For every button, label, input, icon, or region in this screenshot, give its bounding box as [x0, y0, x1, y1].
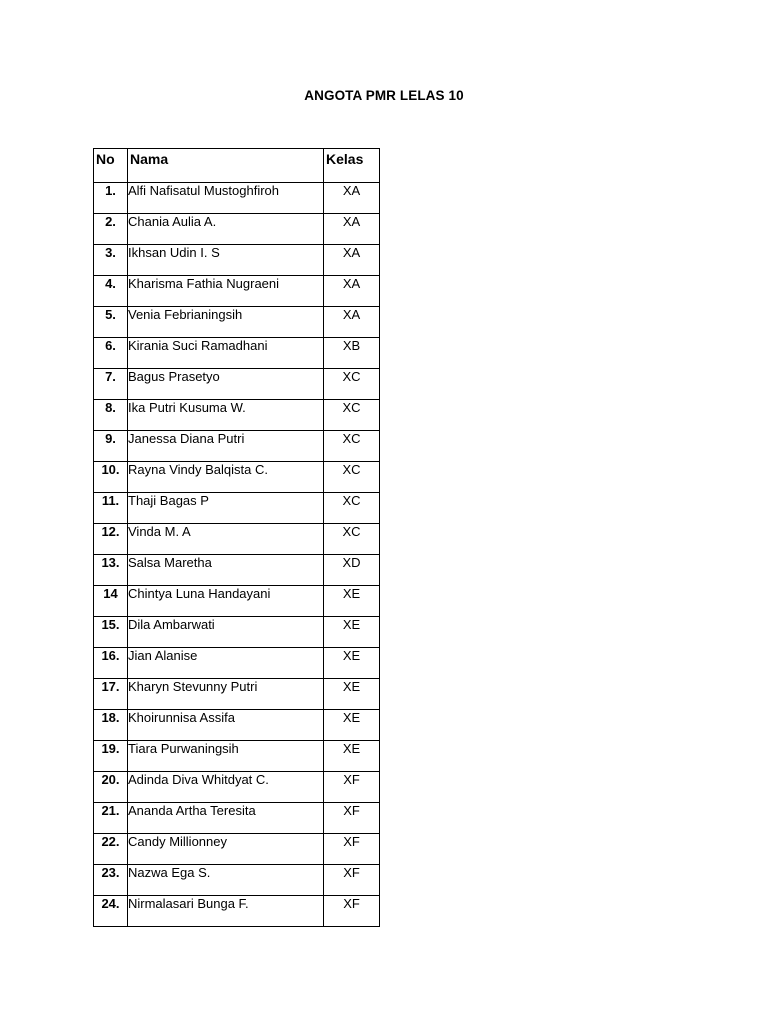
row-number: 21.	[94, 803, 128, 834]
header-kelas: Kelas	[324, 149, 380, 183]
table-row	[94, 617, 380, 648]
table-row	[94, 245, 380, 276]
row-number: 8.	[94, 400, 128, 431]
row-number: 13.	[94, 555, 128, 586]
row-number: 7.	[94, 369, 128, 400]
table-row	[94, 648, 380, 679]
row-class: XF	[324, 772, 380, 803]
row-number: 1.	[94, 183, 128, 214]
row-class: XB	[324, 338, 380, 369]
row-class: XA	[324, 245, 380, 276]
row-class: XE	[324, 679, 380, 710]
row-number: 16.	[94, 648, 128, 679]
row-number: 11.	[94, 493, 128, 524]
row-name: Nazwa Ega S.	[128, 865, 324, 896]
row-number: 24.	[94, 896, 128, 927]
row-number: 17.	[94, 679, 128, 710]
row-class: XF	[324, 896, 380, 927]
table-row	[94, 214, 380, 245]
row-number: 18.	[94, 710, 128, 741]
row-class: XE	[324, 741, 380, 772]
row-class: XE	[324, 710, 380, 741]
row-name: Adinda Diva Whitdyat C.	[128, 772, 324, 803]
row-class: XC	[324, 493, 380, 524]
table-row	[94, 834, 380, 865]
row-number: 20.	[94, 772, 128, 803]
row-class: XC	[324, 369, 380, 400]
row-class: XE	[324, 617, 380, 648]
row-class: XC	[324, 431, 380, 462]
row-name: Kharyn Stevunny Putri	[128, 679, 324, 710]
row-number: 10.	[94, 462, 128, 493]
row-number: 9.	[94, 431, 128, 462]
row-class: XF	[324, 834, 380, 865]
row-name: Dila Ambarwati	[128, 617, 324, 648]
row-class: XE	[324, 648, 380, 679]
row-number: 19.	[94, 741, 128, 772]
row-name: Jian Alanise	[128, 648, 324, 679]
row-name: Thaji Bagas P	[128, 493, 324, 524]
row-number: 5.	[94, 307, 128, 338]
table-row	[94, 462, 380, 493]
table-row	[94, 524, 380, 555]
members-table	[93, 148, 380, 927]
row-class: XA	[324, 214, 380, 245]
table-row	[94, 710, 380, 741]
table-row	[94, 555, 380, 586]
row-name: Kirania Suci Ramadhani	[128, 338, 324, 369]
table-row	[94, 307, 380, 338]
row-number: 23.	[94, 865, 128, 896]
row-name: Khoirunnisa Assifa	[128, 710, 324, 741]
row-name: Chintya Luna Handayani	[128, 586, 324, 617]
row-name: Ikhsan Udin I. S	[128, 245, 324, 276]
row-name: Tiara Purwaningsih	[128, 741, 324, 772]
row-class: XA	[324, 307, 380, 338]
row-name: Bagus Prasetyo	[128, 369, 324, 400]
header-no: No	[94, 149, 128, 183]
row-class: XD	[324, 555, 380, 586]
row-class: XF	[324, 803, 380, 834]
row-number: 6.	[94, 338, 128, 369]
row-name: Ika Putri Kusuma W.	[128, 400, 324, 431]
row-name: Alfi Nafisatul Mustoghfiroh	[128, 183, 324, 214]
table-row	[94, 772, 380, 803]
row-class: XF	[324, 865, 380, 896]
row-name: Chania Aulia A.	[128, 214, 324, 245]
table-row	[94, 741, 380, 772]
table-row	[94, 183, 380, 214]
table-row	[94, 431, 380, 462]
header-nama: Nama	[128, 149, 324, 183]
row-name: Salsa Maretha	[128, 555, 324, 586]
row-number: 12.	[94, 524, 128, 555]
table-row	[94, 493, 380, 524]
row-name: Vinda M. A	[128, 524, 324, 555]
row-class: XE	[324, 586, 380, 617]
table-row	[94, 276, 380, 307]
row-class: XC	[324, 462, 380, 493]
row-number: 15.	[94, 617, 128, 648]
row-name: Nirmalasari Bunga F.	[128, 896, 324, 927]
table-header-row	[94, 149, 380, 183]
table-row	[94, 679, 380, 710]
row-class: XA	[324, 183, 380, 214]
row-name: Rayna Vindy Balqista C.	[128, 462, 324, 493]
table-row	[94, 586, 380, 617]
table-row	[94, 369, 380, 400]
table-body	[94, 183, 380, 927]
table-row	[94, 338, 380, 369]
row-number: 14	[94, 586, 128, 617]
document-title: ANGOTA PMR LELAS 10	[304, 88, 464, 103]
row-number: 4.	[94, 276, 128, 307]
row-number: 22.	[94, 834, 128, 865]
row-class: XA	[324, 276, 380, 307]
table-row	[94, 400, 380, 431]
row-name: Candy Millionney	[128, 834, 324, 865]
table-row	[94, 896, 380, 927]
row-class: XC	[324, 400, 380, 431]
row-name: Janessa Diana Putri	[128, 431, 324, 462]
row-number: 3.	[94, 245, 128, 276]
row-name: Ananda Artha Teresita	[128, 803, 324, 834]
row-name: Kharisma Fathia Nugraeni	[128, 276, 324, 307]
row-name: Venia Febrianingsih	[128, 307, 324, 338]
table-row	[94, 865, 380, 896]
table-row	[94, 803, 380, 834]
row-class: XC	[324, 524, 380, 555]
row-number: 2.	[94, 214, 128, 245]
